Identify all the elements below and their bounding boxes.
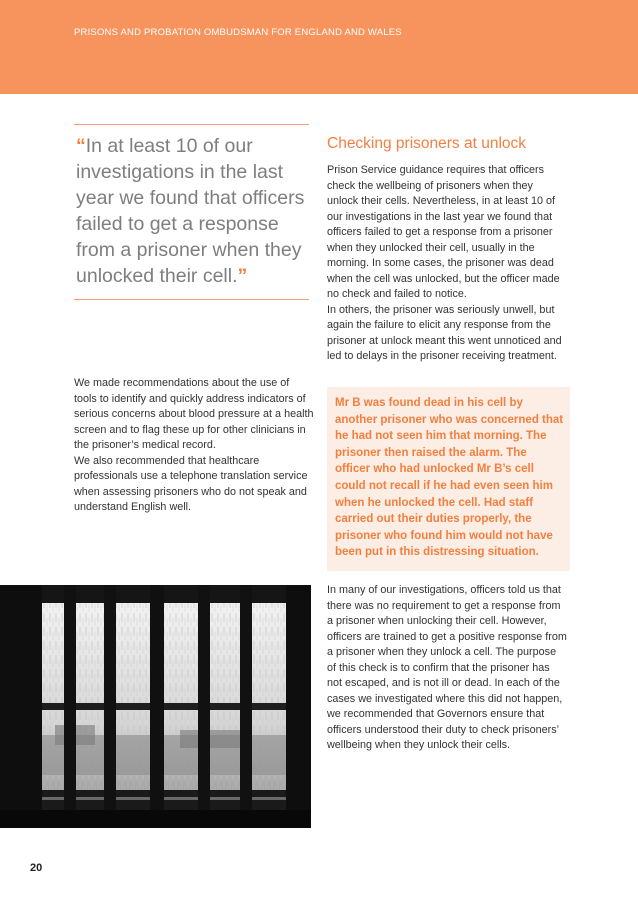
section-paragraph-3: In many of our investigations, officers told us that there was no requirement to get a response from a prisoner when unlocking their cell. However, officers are trained to get a positive response from a prisoner when they unlock a cell. The purpose of this check is to confirm that the prisoner has not escaped, and is not ill or dead. In each of the cases we investigated where this did not happen, we recommended that Governors ensure that officers understood their duty to check prisoners’ wellbeing when they unlock their cells. <box>327 584 567 751</box>
cell-window-photo <box>0 585 311 828</box>
pull-quote-text: In at least 10 of our investigations in the last year we found that officers failed to get a response from a prisoner when they unlocked their cell. <box>76 135 305 287</box>
header-title: PRISONS AND PROBATION OMBUDSMAN FOR ENGLAND AND WALES <box>74 27 402 38</box>
pull-quote <box>76 133 316 289</box>
section-paragraph-2: In others, the prisoner was seriously unwell, but again the failure to elicit any response from the prisoner at unlock meant this went unnoticed and led to delays in the prisoner receiving treatment. <box>327 303 562 362</box>
open-quote-mark: “ <box>76 135 86 157</box>
case-study-callout <box>327 387 570 571</box>
page-number: 20 <box>30 862 43 874</box>
section-body-continued <box>327 583 567 754</box>
pull-quote-top-rule <box>74 124 309 125</box>
left-paragraph-2: We also recommended that healthcare professionals use a telephone translation service when assessing prisoners who do not speak and understand English well. <box>74 454 308 513</box>
header-band <box>0 0 638 94</box>
section-body <box>327 163 567 365</box>
left-paragraph-1: We made recommendations about the use of tools to identify and quickly address indicators of serious concerns about blood pressure at a health screen and to flag these up for other clinicians in the prisoner’s medical record. <box>74 377 314 451</box>
left-body-text <box>74 376 314 516</box>
callout-text: Mr B was found dead in his cell by another prisoner who was concerned that he had not seen him that morning. The prisoner then raised the alarm. The officer who had unlocked Mr B’s cell could not recall if he had even seen him when he unlocked the cell. Had staff carried out their duties properly, the prisoner who found him would not have been put in this distressing situation. <box>335 397 564 559</box>
section-title: Checking prisoners at unlock <box>327 135 527 152</box>
close-quote-mark: ” <box>237 265 248 287</box>
section-paragraph-1: Prison Service guidance requires that officers check the wellbeing of prisoners when they unlock their cells. Nevertheless, in at least 10 of our investigations in the last year we found that officers failed to get a response from a prisoner when they unlocked their cell, usually in the morning. In some cases, the prisoner was dead when the cell was unlocked, but the officer made no check and failed to notice. <box>327 164 560 300</box>
cell-window-illustration <box>0 585 311 828</box>
pull-quote-bottom-rule <box>74 299 309 300</box>
